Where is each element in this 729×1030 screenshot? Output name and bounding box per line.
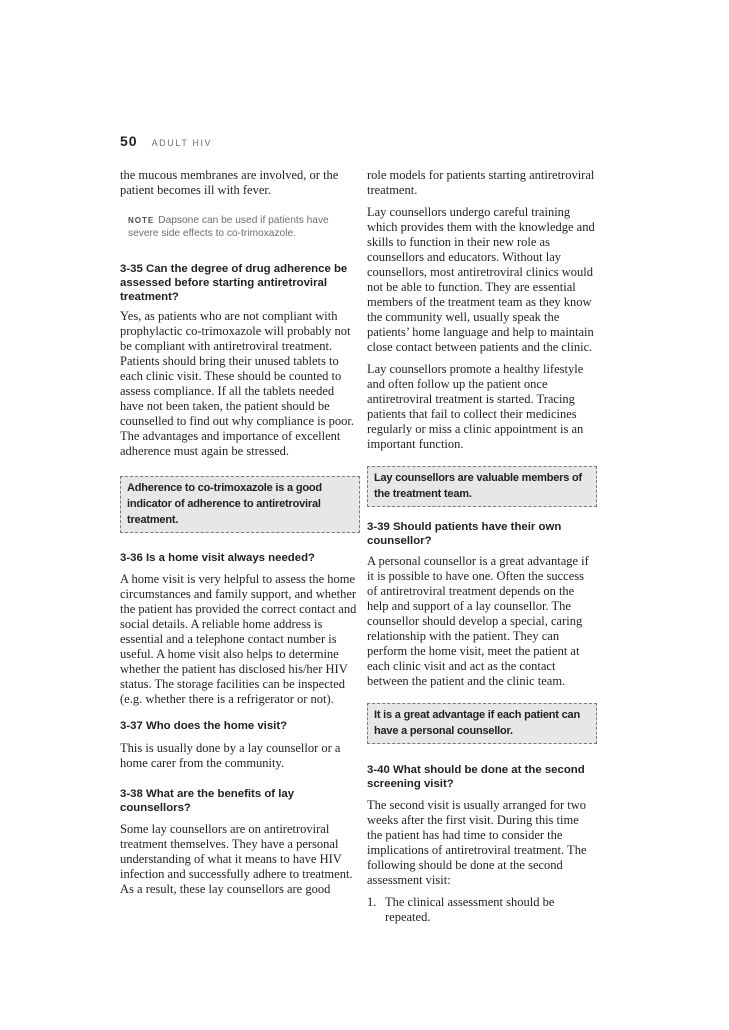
callout-box: Adherence to co-trimoxazole is a good indicator of adherence to antiretroviral treatment. — [120, 476, 360, 533]
paragraph: role models for patients starting antiretroviral treatment. — [367, 168, 595, 197]
list-item-text: The clinical assessment should be repeated. — [385, 895, 555, 924]
numbered-list — [367, 895, 597, 925]
paragraph: This is usually done by a lay counsellor or a home carer from the community. — [120, 741, 341, 770]
list-item — [367, 895, 597, 925]
question-heading-3-37: 3-37 Who does the home visit? — [120, 720, 288, 732]
note-text: Dapsone can be used if patients have severe side effects to co-trimoxazole. — [128, 215, 329, 239]
note-label: NOTE — [128, 216, 155, 225]
paragraph: A home visit is very helpful to assess the home circumstances and family support, and whether the patient has provided the correct contact and social details. A reliable home address is essential and a telephone contact number is useful. A home visit also helps to determine whether the patient has disclosed his/her HIV status. The storage facilities can be inspected (e.g. whether there is a refrigerator or not). — [120, 572, 357, 706]
question-heading-3-40: 3-40 What should be done at the second screening visit? — [367, 764, 585, 790]
question-heading-3-36: 3-36 Is a home visit always needed? — [120, 552, 315, 564]
running-head: ADULT HIV — [151, 138, 213, 148]
right-column — [367, 168, 597, 925]
page-number: 50 — [120, 133, 138, 149]
left-column — [120, 168, 360, 897]
paragraph: Lay counsellors undergo careful training which provides them with the knowledge and skills to function in their new role as counsellors and educators. Without lay counsellors, most antiretroviral clinics would not be able to function. They are essential members of the treatment team as they know the community well, usually speak the patients’ home language and help to maintain close contact between patients and the clinic. — [367, 205, 595, 354]
paragraph: the mucous membranes are involved, or the patient becomes ill with fever. — [120, 168, 339, 197]
paragraph: Yes, as patients who are not compliant with prophylactic co-trimoxazole will probably not be compliant with antiretroviral treatment. Patients should bring their unused tablets to each clinic visit. These should be counted to assess compliance. If all the tablets needed have not been taken, the patient should be counselled to find out why compliance is poor. The advantages and importance of excellent adherence must again be stressed. — [120, 309, 354, 458]
paragraph: Lay counsellors promote a healthy lifestyle and often follow up the patient once antiretroviral treatment is started. Tracing patients that fail to collect their medicines regularly or miss a clinic appointment is an important function. — [367, 362, 584, 451]
note — [120, 214, 360, 240]
paragraph: A personal counsellor is a great advantage if it is possible to have one. Often the success of antiretroviral treatment depends on the help and support of a lay counsellor. The counsellor should develop a special, caring relationship with the patient. They can perform the home visit, meet the patient at each clinic visit and act as the contact between the patient and the clinic team. — [367, 554, 589, 688]
paragraph: The second visit is usually arranged for two weeks after the first visit. During this time the patient has had time to consider the implications of antiretroviral treatment. The following should be done at the second assessment visit: — [367, 798, 587, 887]
page-header — [120, 133, 212, 149]
question-heading-3-38: 3-38 What are the benefits of lay counsellors? — [120, 788, 295, 814]
callout-box: It is a great advantage if each patient can have a personal counsellor. — [367, 703, 597, 744]
question-heading-3-39: 3-39 Should patients have their own counsellor? — [367, 521, 562, 547]
question-heading-3-35: 3-35 Can the degree of drug adherence be assessed before starting antiretroviral treatment? — [120, 263, 348, 303]
callout-box: Lay counsellors are valuable members of the treatment team. — [367, 466, 597, 507]
list-item-number: 1. — [367, 895, 377, 909]
paragraph: Some lay counsellors are on antiretroviral treatment themselves. They have a personal understanding of what it means to have HIV infection and successfully adhere to treatment. As a result, these lay counsellors are good — [120, 822, 353, 896]
